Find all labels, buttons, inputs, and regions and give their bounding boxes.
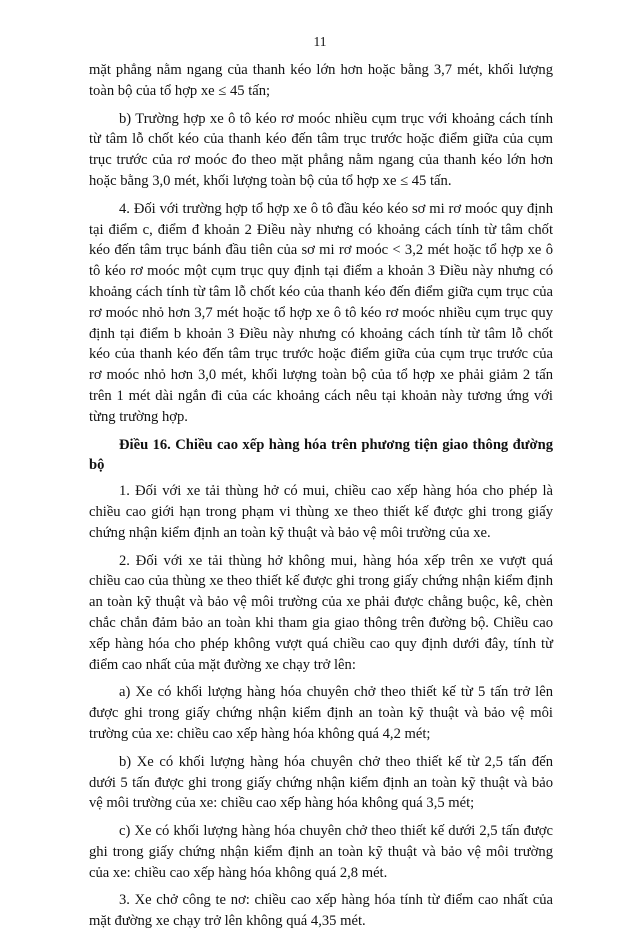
paragraph-clause-1: 1. Đối với xe tải thùng hở có mui, chiều cao xếp hàng hóa cho phép là chiều cao giới hạn trong phạm vi thùng xe theo thiết kế được ghi trong giấy chứng nhận kiểm định an toàn kỹ thuật và bảo vệ môi trường của xe. [89,483,553,541]
paragraph-clause-4: 4. Đối với trường hợp tổ hợp xe ô tô đầu kéo kéo sơ mi rơ moóc quy định tại điểm c, điểm đ khoản 2 Điều này nhưng có khoảng cách tính từ tâm chốt kéo đến tâm trục bánh đầu tiên của sơ mi rơ moóc < 3,2 mét hoặc tổ hợp xe ô tô kéo rơ moóc một cụm trục quy định tại điểm a khoản 3 Điều này nhưng có khoảng cách tính từ tâm lỗ chốt kéo của thanh kéo đến điểm giữa cụm trục của rơ moóc nhỏ hơn 3,7 mét hoặc tổ hợp xe ô tô kéo rơ moóc nhiều cụm trục quy định tại điểm b khoản 3 Điều này nhưng có khoảng cách tính từ tâm lỗ chốt kéo của thanh kéo đến tâm trục trước hoặc điểm giữa của cụm trục trước của rơ moóc nhỏ hơn 3,0 mét, khối lượng toàn bộ của tổ hợp xe phải giảm 2 tấn trên 1 mét dài ngắn đi của các khoảng cách nêu tại khoản này tương ứng với từng trường hợp. [89,200,553,425]
paragraph-clause-3b: b) Trường hợp xe ô tô kéo rơ moóc nhiều cụm trục với khoảng cách tính từ tâm lỗ chốt kéo của thanh kéo đến tâm trục trước hoặc điểm giữa của cụm trục trước của rơ moóc đo theo mặt phẳng nằm ngang của thanh kéo lớn hơn hoặc bằng 3,0 mét, khối lượng toàn bộ của tổ hợp xe ≤ 45 tấn. [89,110,553,189]
paragraph-continuation: mặt phẳng nằm ngang của thanh kéo lớn hơn hoặc bằng 3,7 mét, khối lượng toàn bộ của tổ hợp xe ≤ 45 tấn; [89,62,553,99]
page-number: 11 [313,34,327,49]
paragraph-clause-3: 3. Xe chở công te nơ: chiều cao xếp hàng hóa tính từ điểm cao nhất của mặt đường xe chạy trở lên không quá 4,35 mét. [89,892,553,930]
paragraph-clause-2: 2. Đối với xe tải thùng hở không mui, hàng hóa xếp trên xe vượt quá chiều cao của thùng xe theo thiết kế được ghi trong giấy chứng nhận kiểm định an toàn kỹ thuật và bảo vệ môi trường của xe phải được chằng buộc, kê, chèn chắc chắn đảm bảo an toàn khi tham gia giao thông trên đường bộ. Chiều cao xếp hàng hóa cho phép không vượt quá chiều cao quy định dưới đây, tính từ điểm cao nhất của mặt đường xe chạy trở lên: [89,552,553,673]
paragraph-point-c: c) Xe có khối lượng hàng hóa chuyên chở theo thiết kế dưới 2,5 tấn được ghi trong giấy chứng nhận kiểm định an toàn kỹ thuật và bảo vệ môi trường của xe: chiều cao xếp hàng hóa không quá 2,8 mét. [89,823,553,881]
paragraph-point-a: a) Xe có khối lượng hàng hóa chuyên chở theo thiết kế từ 5 tấn trở lên được ghi trong giấy chứng nhận kiểm định an toàn kỹ thuật và bảo vệ môi trường của xe: chiều cao xếp hàng hóa không quá 4,2 mét; [89,684,553,742]
paragraph-point-b: b) Xe có khối lượng hàng hóa chuyên chở theo thiết kế từ 2,5 tấn đến dưới 5 tấn được ghi trong giấy chứng nhận kiểm định an toàn kỹ thuật và bảo vệ môi trường của xe: chiều cao xếp hàng hóa không quá 3,5 mét; [89,753,553,812]
document-body [89,60,553,939]
article-heading: Điều 16. Chiều cao xếp hàng hóa trên phương tiện giao thông đường bộ [89,436,553,474]
